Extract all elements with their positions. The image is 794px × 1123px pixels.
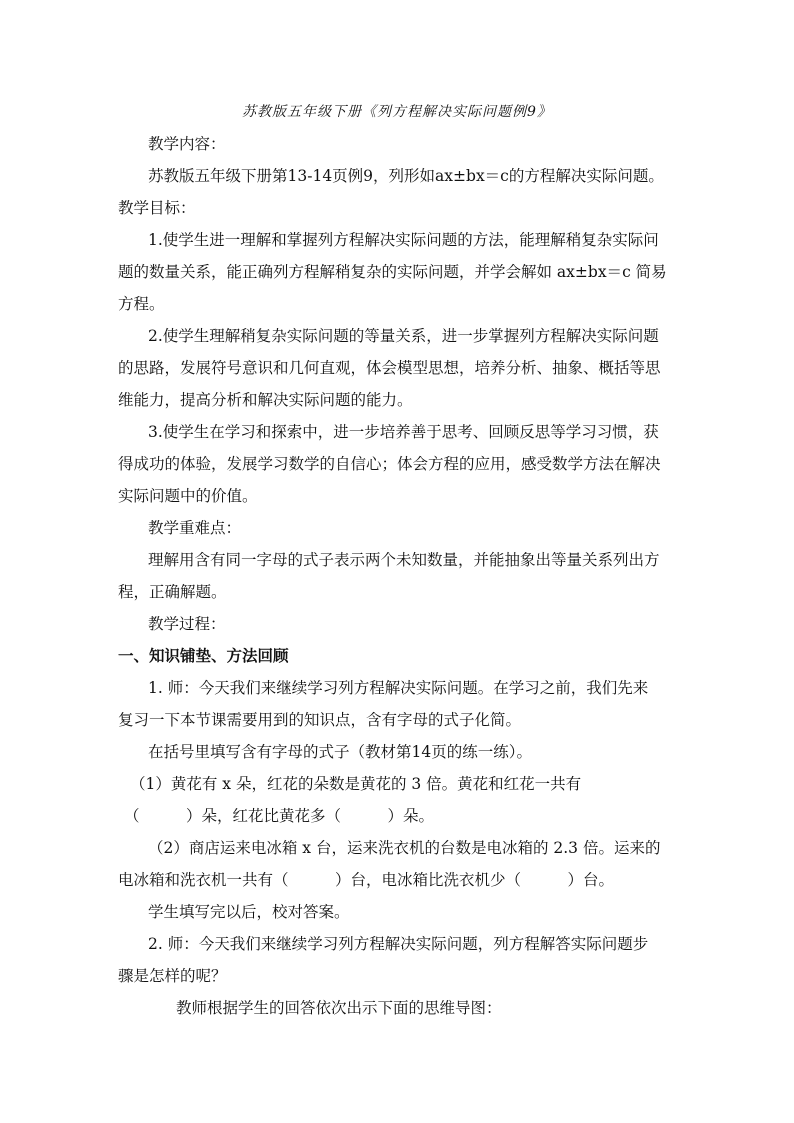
paragraph-line: 实际问题中的价值。 bbox=[118, 487, 258, 505]
paragraph-line: 得成功的体验，发展学习数学的自信心；体会方程的应用，感受数学方法在解决 bbox=[118, 455, 661, 473]
subsection-heading: 一、知识铺垫、方法回顾 bbox=[118, 646, 289, 665]
exercise-line: 电冰箱和洗衣机一共有（ ）台，电冰箱比洗衣机少（ ）台。 bbox=[118, 871, 615, 889]
paragraph-line: 骤是怎样的呢？ bbox=[118, 967, 227, 985]
paragraph-line: 程，正确解题。 bbox=[118, 583, 227, 601]
exercise-line: （ ）朵，红花比黄花多（ ）朵。 bbox=[124, 807, 435, 825]
paragraph-line: 题的数量关系，能正确列方程解稍复杂的实际问题，并学会解如 ax±bx＝c 简易 bbox=[118, 263, 667, 281]
paragraph-line: 2.使学生理解稍复杂实际问题的等量关系，进一步掌握列方程解决实际问题 bbox=[148, 327, 659, 345]
paragraph-line: 苏教版五年级下册第13-14页例9，列形如ax±bx＝c的方程解决实际问题。 bbox=[148, 167, 664, 185]
paragraph-line: 的思路，发展符号意识和几何直观，体会模型思想，培养分析、抽象、概括等思 bbox=[118, 359, 661, 377]
document-title: 苏教版五年级下册《列方程解决实际问题例9》 bbox=[242, 104, 552, 120]
paragraph-line: 3.使学生在学习和探索中，进一步培养善于思考、回顾反思等学习习惯，获 bbox=[148, 423, 659, 441]
section-heading-keypoints: 教学重难点： bbox=[148, 519, 242, 537]
paragraph-line: 复习一下本节课需要用到的知识点，含有字母的式子化简。 bbox=[118, 711, 522, 729]
paragraph-line: 理解用含有同一字母的式子表示两个未知数量，并能抽象出等量关系列出方 bbox=[148, 551, 660, 569]
section-heading-content: 教学内容： bbox=[148, 135, 226, 153]
paragraph-line: 1. 师：今天我们来继续学习列方程解决实际问题。在学习之前，我们先来 bbox=[148, 679, 649, 697]
section-heading-goals: 教学目标： bbox=[118, 199, 196, 217]
paragraph-line: 2. 师：今天我们来继续学习列方程解决实际问题，列方程解答实际问题步 bbox=[148, 935, 649, 953]
paragraph-line: 在括号里填写含有字母的式子（教材第14页的练一练）。 bbox=[148, 743, 532, 761]
paragraph-line: 1.使学生进一理解和掌握列方程解决实际问题的方法，能理解稍复杂实际问 bbox=[148, 231, 659, 249]
exercise-line: （1）黄花有 x 朵，红花的朵数是黄花的 3 倍。黄花和红花一共有 bbox=[130, 775, 582, 793]
exercise-line: （2）商店运来电冰箱 x 台，运来洗衣机的台数是电冰箱的 2.3 倍。运来的 bbox=[148, 839, 661, 857]
paragraph-line: 教师根据学生的回答依次出示下面的思维导图： bbox=[176, 999, 502, 1017]
section-heading-process: 教学过程： bbox=[148, 615, 226, 633]
paragraph-line: 方程。 bbox=[118, 295, 165, 313]
paragraph-line: 学生填写完以后，校对答案。 bbox=[148, 903, 350, 921]
paragraph-line: 维能力，提高分析和解决实际问题的能力。 bbox=[118, 391, 413, 409]
